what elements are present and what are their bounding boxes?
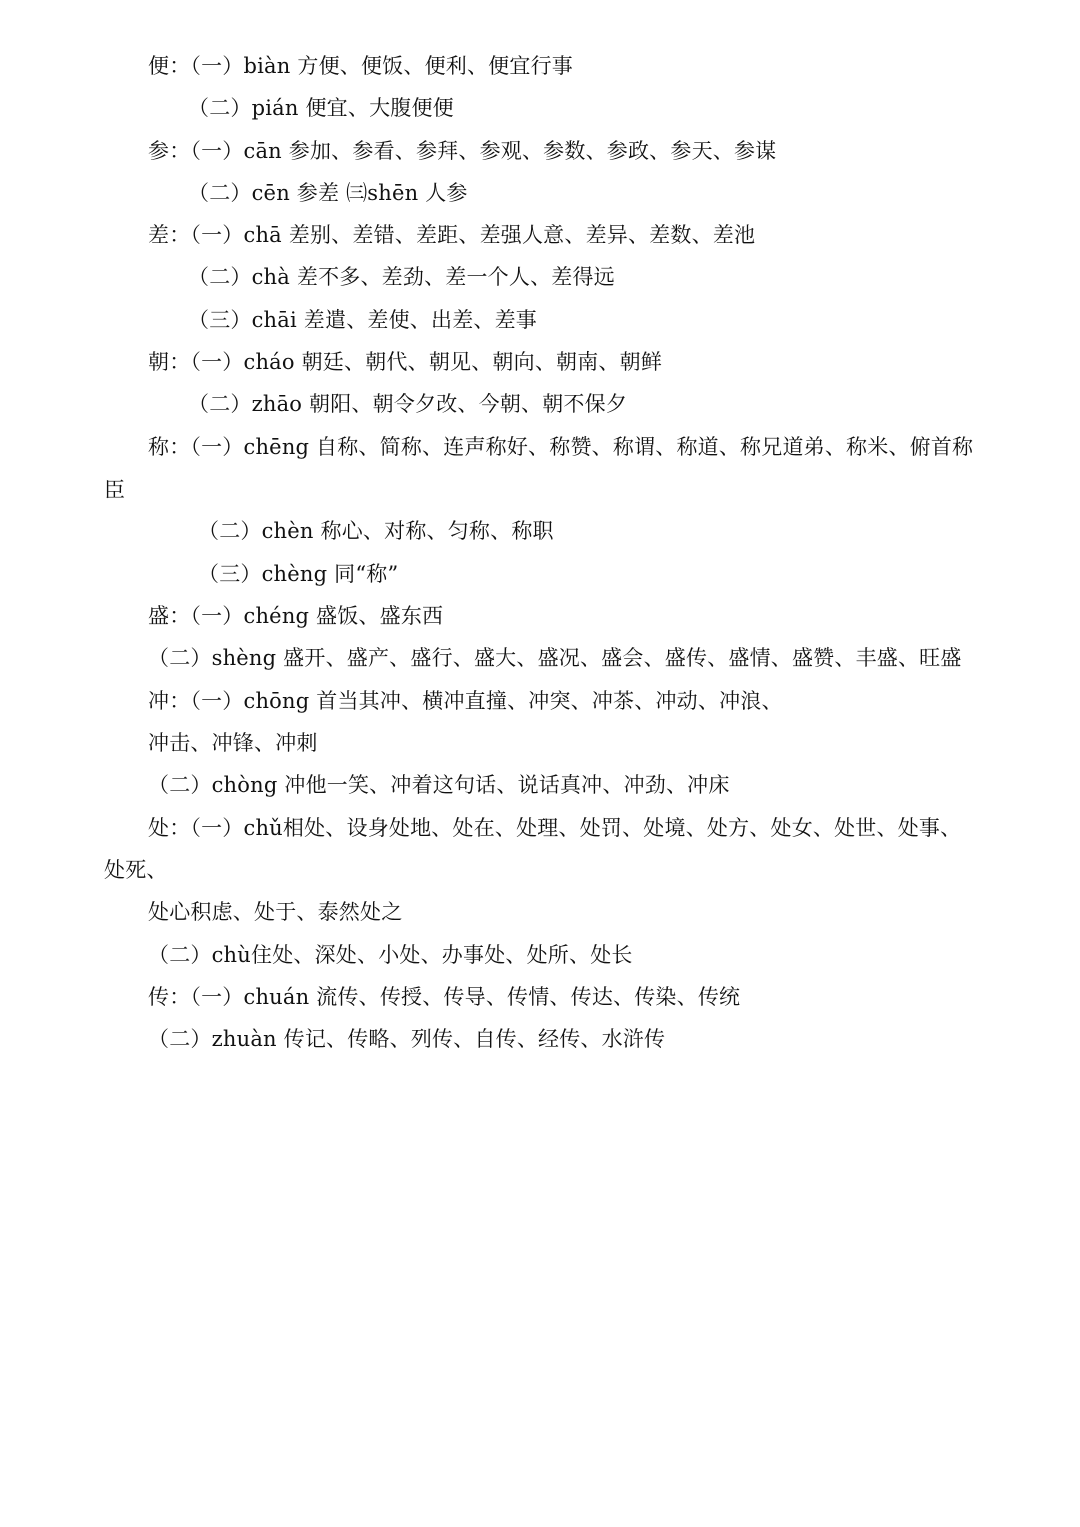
entry-cha-2: （二）chà 差不多、差劲、差一个人、差得远: [188, 265, 615, 289]
entry-cheng-1-wrap: 臣: [104, 478, 126, 502]
entry-chu-1-wrap: 处死、: [104, 858, 168, 882]
entry-sheng-1: 盛：（一）chéng 盛饭、盛东西: [148, 604, 444, 628]
entry-cha-3: （三）chāi 差遣、差使、出差、差事: [188, 308, 537, 332]
entry-can-1: 参：（一）cān 参加、参看、参拜、参观、参数、参政、参天、参谋: [148, 139, 777, 163]
entry-chong-1: 冲：（一）chōng 首当其冲、横冲直撞、冲突、冲茶、冲动、冲浪、: [148, 689, 783, 713]
entry-chao-2: （二）zhāo 朝阳、朝令夕改、今朝、朝不保夕: [188, 392, 628, 416]
entry-cheng-3: （三）chèng 同“称”: [198, 562, 399, 586]
entry-chuan-2: （二）zhuàn 传记、传略、列传、自传、经传、水浒传: [148, 1027, 666, 1051]
entry-cheng-2: （二）chèn 称心、对称、匀称、称职: [198, 519, 554, 543]
entry-chao-1: 朝：（一）cháo 朝廷、朝代、朝见、朝向、朝南、朝鲜: [148, 350, 663, 374]
entry-chu-1: 处：（一）chǔ相处、设身处地、处在、处理、处罚、处境、处方、处女、处世、处事、: [148, 816, 962, 840]
entry-chong-2: （二）chòng 冲他一笑、冲着这句话、说话真冲、冲劲、冲床: [148, 773, 730, 797]
entry-chu-2: （二）chù住处、深处、小处、办事处、处所、处长: [148, 943, 633, 967]
entry-chuan-1: 传：（一）chuán 流传、传授、传导、传情、传达、传染、传统: [148, 985, 741, 1009]
entry-cheng-1: 称：（一）chēng 自称、简称、连声称好、称赞、称谓、称道、称兄道弟、称米、俯首称: [148, 435, 974, 459]
entry-bian-1: 便：（一）biàn 方便、便饭、便利、便宜行事: [148, 54, 573, 78]
entry-can-2: （二）cēn 参差 ㈢shēn 人参: [188, 181, 468, 205]
entry-cha-1: 差：（一）chā 差别、差错、差距、差强人意、差异、差数、差池: [148, 223, 756, 247]
entry-bian-2: （二）pián 便宜、大腹便便: [188, 96, 454, 120]
entry-chong-1-wrap: 冲击、冲锋、冲刺: [148, 731, 318, 755]
entry-sheng-2: （二）shèng 盛开、盛产、盛行、盛大、盛况、盛会、盛传、盛情、盛赞、丰盛、旺盛: [148, 646, 962, 670]
entry-chu-1-cont: 处心积虑、处于、泰然处之: [148, 900, 403, 924]
